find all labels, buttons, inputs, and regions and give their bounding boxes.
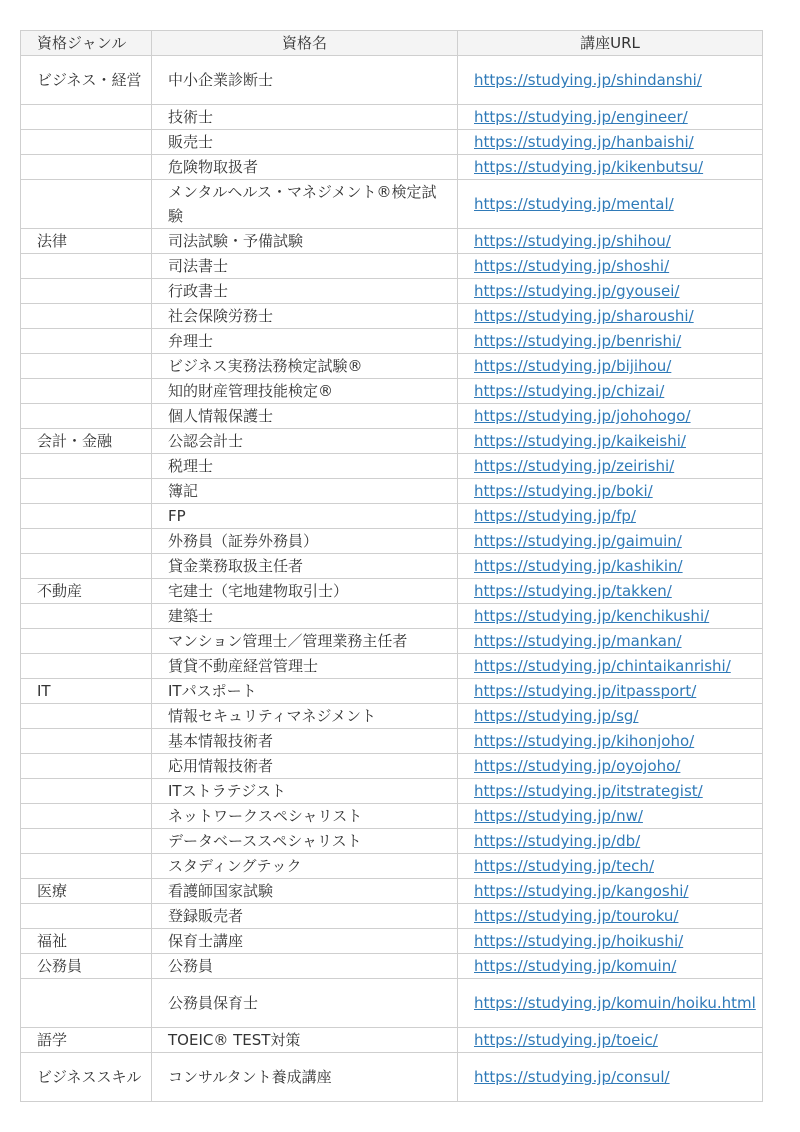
course-url-link[interactable]: https://studying.jp/nw/ — [474, 807, 643, 825]
genre-cell: ビジネススキル — [21, 1053, 152, 1102]
course-url-link[interactable]: https://studying.jp/sharoushi/ — [474, 307, 694, 325]
course-url-cell — [458, 229, 763, 254]
qualification-name-cell: 公務員保育士 — [152, 979, 458, 1028]
qualification-name-cell: 中小企業診断士 — [152, 56, 458, 105]
table-row — [21, 754, 763, 779]
course-url-cell — [458, 954, 763, 979]
qualification-name-cell: 技術士 — [152, 105, 458, 130]
qualification-name-cell: 弁理士 — [152, 329, 458, 354]
genre-cell — [21, 379, 152, 404]
genre-cell — [21, 180, 152, 229]
table-row — [21, 155, 763, 180]
table-row — [21, 304, 763, 329]
course-url-cell — [458, 804, 763, 829]
course-url-cell — [458, 579, 763, 604]
course-url-link[interactable]: https://studying.jp/sg/ — [474, 707, 639, 725]
header-name: 資格名 — [152, 31, 458, 56]
course-url-link[interactable]: https://studying.jp/benrishi/ — [474, 332, 682, 350]
genre-cell — [21, 105, 152, 130]
genre-cell — [21, 654, 152, 679]
table-row — [21, 229, 763, 254]
course-url-cell — [458, 454, 763, 479]
course-url-cell — [458, 504, 763, 529]
course-url-cell — [458, 554, 763, 579]
course-url-cell — [458, 379, 763, 404]
course-url-cell — [458, 529, 763, 554]
table-row — [21, 329, 763, 354]
genre-cell — [21, 779, 152, 804]
genre-cell: 法律 — [21, 229, 152, 254]
genre-cell — [21, 254, 152, 279]
course-url-link[interactable]: https://studying.jp/mental/ — [474, 195, 674, 213]
table-row — [21, 554, 763, 579]
table-row — [21, 704, 763, 729]
qualification-name-cell: ITストラテジスト — [152, 779, 458, 804]
course-url-cell — [458, 56, 763, 105]
genre-cell: ビジネス・経営 — [21, 56, 152, 105]
genre-cell — [21, 704, 152, 729]
table-row — [21, 654, 763, 679]
course-url-link[interactable]: https://studying.jp/boki/ — [474, 482, 653, 500]
course-url-cell — [458, 929, 763, 954]
genre-cell — [21, 354, 152, 379]
course-url-cell — [458, 1028, 763, 1053]
table-row — [21, 379, 763, 404]
qualification-name-cell: 保育士講座 — [152, 929, 458, 954]
course-url-cell — [458, 829, 763, 854]
course-url-link[interactable]: https://studying.jp/zeirishi/ — [474, 457, 675, 475]
course-url-link[interactable]: https://studying.jp/kaikeishi/ — [474, 432, 686, 450]
course-url-cell — [458, 729, 763, 754]
qualification-name-cell: スタディングテック — [152, 854, 458, 879]
qualification-name-cell: 賃貸不動産経営管理士 — [152, 654, 458, 679]
course-url-link[interactable]: https://studying.jp/takken/ — [474, 582, 672, 600]
genre-cell — [21, 329, 152, 354]
genre-cell: 語学 — [21, 1028, 152, 1053]
table-row — [21, 56, 763, 105]
qualification-name-cell: 建築士 — [152, 604, 458, 629]
genre-cell — [21, 130, 152, 155]
qualification-name-cell: コンサルタント養成講座 — [152, 1053, 458, 1102]
qualification-name-cell: 行政書士 — [152, 279, 458, 304]
qualification-name-cell: 販売士 — [152, 130, 458, 155]
qualification-name-cell: ネットワークスペシャリスト — [152, 804, 458, 829]
course-url-link[interactable]: https://studying.jp/db/ — [474, 832, 641, 850]
genre-cell: 会計・金融 — [21, 429, 152, 454]
course-url-cell — [458, 904, 763, 929]
course-url-cell — [458, 279, 763, 304]
genre-cell — [21, 479, 152, 504]
course-url-link[interactable]: https://studying.jp/shihou/ — [474, 232, 671, 250]
course-url-cell — [458, 155, 763, 180]
table-row — [21, 529, 763, 554]
course-url-cell — [458, 629, 763, 654]
course-url-cell — [458, 254, 763, 279]
course-url-cell — [458, 130, 763, 155]
qualification-name-cell: メンタルヘルス・マネジメント®検定試験 — [152, 180, 458, 229]
table-row — [21, 454, 763, 479]
table-row — [21, 854, 763, 879]
table-row — [21, 404, 763, 429]
genre-cell: IT — [21, 679, 152, 704]
header-url: 講座URL — [458, 31, 763, 56]
table-row — [21, 904, 763, 929]
course-url-cell — [458, 329, 763, 354]
course-url-link[interactable]: https://studying.jp/chizai/ — [474, 382, 665, 400]
table-row — [21, 180, 763, 229]
course-url-link[interactable]: https://studying.jp/itpassport/ — [474, 682, 697, 700]
table-row — [21, 729, 763, 754]
course-url-cell — [458, 679, 763, 704]
course-url-cell — [458, 1053, 763, 1102]
course-url-link[interactable]: https://studying.jp/touroku/ — [474, 907, 679, 925]
course-url-link[interactable]: https://studying.jp/toeic/ — [474, 1031, 658, 1049]
genre-cell — [21, 304, 152, 329]
qualification-name-cell: 知的財産管理技能検定® — [152, 379, 458, 404]
qualification-name-cell: 看護師国家試験 — [152, 879, 458, 904]
qualification-name-cell: 司法試験・予備試験 — [152, 229, 458, 254]
genre-cell — [21, 529, 152, 554]
table-row — [21, 279, 763, 304]
genre-cell — [21, 904, 152, 929]
course-url-link[interactable]: https://studying.jp/komuin/hoiku.html — [474, 994, 756, 1012]
genre-cell — [21, 629, 152, 654]
course-url-link[interactable]: https://studying.jp/tech/ — [474, 857, 654, 875]
qualification-name-cell: ビジネス実務法務検定試験® — [152, 354, 458, 379]
course-url-cell — [458, 404, 763, 429]
genre-cell — [21, 854, 152, 879]
table-row — [21, 254, 763, 279]
table-row — [21, 1053, 763, 1102]
qualification-name-cell: 司法書士 — [152, 254, 458, 279]
genre-cell: 福祉 — [21, 929, 152, 954]
table-row — [21, 979, 763, 1028]
course-url-link[interactable]: https://studying.jp/shoshi/ — [474, 257, 670, 275]
genre-cell — [21, 454, 152, 479]
course-url-link[interactable]: https://studying.jp/itstrategist/ — [474, 782, 703, 800]
table-row — [21, 354, 763, 379]
table-body — [21, 56, 763, 1102]
course-url-link[interactable]: https://studying.jp/gaimuin/ — [474, 532, 682, 550]
genre-cell — [21, 279, 152, 304]
course-url-cell — [458, 479, 763, 504]
course-url-link[interactable]: https://studying.jp/kangoshi/ — [474, 882, 689, 900]
course-url-cell — [458, 180, 763, 229]
course-url-link[interactable]: https://studying.jp/kenchikushi/ — [474, 607, 710, 625]
table-row — [21, 879, 763, 904]
table-row — [21, 779, 763, 804]
qualification-name-cell: 簿記 — [152, 479, 458, 504]
table-header-row — [21, 31, 763, 56]
course-url-cell — [458, 779, 763, 804]
genre-cell — [21, 729, 152, 754]
course-url-cell — [458, 704, 763, 729]
course-url-cell — [458, 429, 763, 454]
table-row — [21, 130, 763, 155]
table-row — [21, 679, 763, 704]
qualification-name-cell: 宅建士（宅地建物取引士） — [152, 579, 458, 604]
course-url-link[interactable]: https://studying.jp/chintaikanrishi/ — [474, 657, 731, 675]
qualification-name-cell: 登録販売者 — [152, 904, 458, 929]
header-genre: 資格ジャンル — [21, 31, 152, 56]
table-row — [21, 504, 763, 529]
qualification-name-cell: 情報セキュリティマネジメント — [152, 704, 458, 729]
course-url-cell — [458, 979, 763, 1028]
course-url-link[interactable]: https://studying.jp/johohogo/ — [474, 407, 691, 425]
course-url-link[interactable]: https://studying.jp/shindanshi/ — [474, 71, 702, 89]
qualification-name-cell: データベーススペシャリスト — [152, 829, 458, 854]
genre-cell: 不動産 — [21, 579, 152, 604]
genre-cell — [21, 404, 152, 429]
course-url-link[interactable]: https://studying.jp/fp/ — [474, 507, 636, 525]
course-url-link[interactable]: https://studying.jp/kihonjoho/ — [474, 732, 695, 750]
genre-cell — [21, 554, 152, 579]
qualification-name-cell: 社会保険労務士 — [152, 304, 458, 329]
qualification-name-cell: 公認会計士 — [152, 429, 458, 454]
course-url-link[interactable]: https://studying.jp/gyousei/ — [474, 282, 680, 300]
genre-cell — [21, 829, 152, 854]
genre-cell — [21, 604, 152, 629]
table-row — [21, 954, 763, 979]
qualification-name-cell: 個人情報保護士 — [152, 404, 458, 429]
genre-cell — [21, 979, 152, 1028]
qualification-name-cell: 基本情報技術者 — [152, 729, 458, 754]
table-row — [21, 429, 763, 454]
qualification-name-cell: FP — [152, 504, 458, 529]
genre-cell — [21, 155, 152, 180]
table-row — [21, 829, 763, 854]
course-url-link[interactable]: https://studying.jp/kashikin/ — [474, 557, 683, 575]
course-url-cell — [458, 354, 763, 379]
qualification-name-cell: 外務員（証券外務員） — [152, 529, 458, 554]
qualification-name-cell: TOEIC® TEST対策 — [152, 1028, 458, 1053]
genre-cell: 医療 — [21, 879, 152, 904]
course-url-cell — [458, 854, 763, 879]
qualification-name-cell: ITパスポート — [152, 679, 458, 704]
genre-cell — [21, 504, 152, 529]
course-url-link[interactable]: https://studying.jp/hanbaishi/ — [474, 133, 694, 151]
genre-cell — [21, 754, 152, 779]
course-url-link[interactable]: https://studying.jp/engineer/ — [474, 108, 688, 126]
table-row — [21, 105, 763, 130]
qualification-table — [20, 30, 763, 1102]
course-url-cell — [458, 754, 763, 779]
table-row — [21, 579, 763, 604]
course-url-link[interactable]: https://studying.jp/komuin/ — [474, 957, 677, 975]
table-row — [21, 604, 763, 629]
table-row — [21, 929, 763, 954]
course-url-cell — [458, 105, 763, 130]
qualification-name-cell: 貸金業務取扱主任者 — [152, 554, 458, 579]
qualification-name-cell: 税理士 — [152, 454, 458, 479]
course-url-cell — [458, 879, 763, 904]
qualification-name-cell: マンション管理士／管理業務主任者 — [152, 629, 458, 654]
course-url-link[interactable]: https://studying.jp/bijihou/ — [474, 357, 672, 375]
qualification-name-cell: 危険物取扱者 — [152, 155, 458, 180]
table-row — [21, 804, 763, 829]
qualification-name-cell: 公務員 — [152, 954, 458, 979]
course-url-link[interactable]: https://studying.jp/oyojoho/ — [474, 757, 681, 775]
course-url-cell — [458, 654, 763, 679]
genre-cell: 公務員 — [21, 954, 152, 979]
course-url-cell — [458, 604, 763, 629]
table-row — [21, 629, 763, 654]
qualification-name-cell: 応用情報技術者 — [152, 754, 458, 779]
course-url-link[interactable]: https://studying.jp/mankan/ — [474, 632, 682, 650]
course-url-cell — [458, 304, 763, 329]
table-row — [21, 1028, 763, 1053]
course-url-link[interactable]: https://studying.jp/consul/ — [474, 1068, 670, 1086]
course-url-link[interactable]: https://studying.jp/kikenbutsu/ — [474, 158, 704, 176]
table-row — [21, 479, 763, 504]
genre-cell — [21, 804, 152, 829]
course-url-link[interactable]: https://studying.jp/hoikushi/ — [474, 932, 684, 950]
